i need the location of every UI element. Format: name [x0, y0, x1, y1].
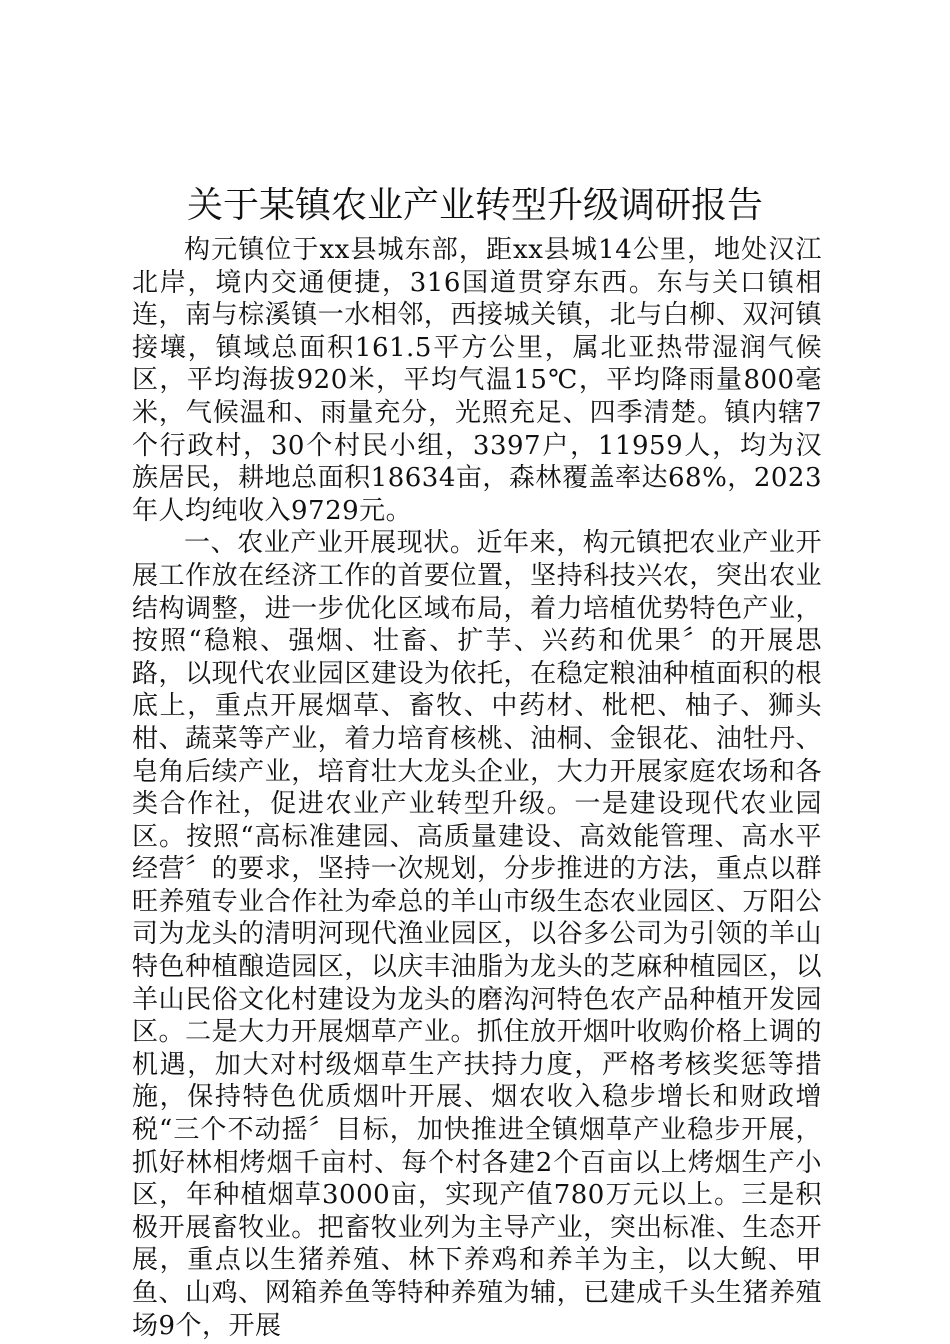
paragraph-overview: 构元镇位于xx县城东部，距xx县城14公里，地处汉江北岸，境内交通便捷，316国道贯穿东西。东与关口镇相连，南与棕溪镇一水相邻，西接城关镇，北与白柳、双河镇接壤，镇域总面积161.5平方公里，属北亚热带湿润气候区，平均海拔920米，平均气温15℃，平均降雨量800毫米，气候温和、雨量充分，光照充足、四季清楚。镇内辖7个行政村，30个村民小组，3397户，11959人，均为汉族居民，耕地总面积18634亩，森林覆盖率达68%，2023年人均纯收入9729元。	[132, 235, 822, 526]
document-body	[132, 234, 822, 1342]
paragraph-agriculture-status: 一、农业产业开展现状。近年来，构元镇把农业产业开展工作放在经济工作的首要位置，坚持科技兴农，突出农业结构调整，进一步优化区域布局，着力培植优势特色产业，按照“稳粮、强烟、壮畜、扩芋、兴药和优果〞的开展思路，以现代农业园区建设为依托，在稳定粮油种植面积的根底上，重点开展烟草、畜牧、中药材、枇杷、柚子、狮头柑、蔬菜等产业，着力培育核桃、油桐、金银花、油牡丹、皂角后续产业，培育壮大龙头企业，大力开展家庭农场和各类合作社，促进农业产业转型升级。一是建设现代农业园区。按照“高标准建园、高质量建设、高效能管理、高水平经营〞的要求，坚持一次规划，分步推进的方法，重点以群旺养殖专业合作社为牵总的羊山市级生态农业园区、万阳公司为龙头的清明河现代渔业园区，以谷多公司为引领的羊山特色种植酿造园区，以庆丰油脂为龙头的芝麻种植园区，以羊山民俗文化村建设为龙头的磨沟河特色农产品种植开发园区。二是大力开展烟草产业。抓住放开烟叶收购价格上调的机遇，加大对村级烟草生产扶持力度，严格考核奖惩等措施，保持特色优质烟叶开展、烟农收入稳步增长和财政增税“三个不动摇〞目标，加快推进全镇烟草产业稳步开展，抓好林相烤烟千亩村、每个村各建2个百亩以上烤烟生产小区，年种植烟草3000亩，实现产值780万元以上。三是积极开展畜牧业。把畜牧业列为主导产业，突出标准、生态开展，重点以生猪养殖、林下养鸡和养羊为主，以大鲵、甲鱼、山鸡、网箱养鱼等特种养殖为辅，已建成千头生猪养殖场9个，开展	[132, 528, 822, 1341]
document-title: 关于某镇农业产业转型升级调研报告	[186, 185, 763, 226]
